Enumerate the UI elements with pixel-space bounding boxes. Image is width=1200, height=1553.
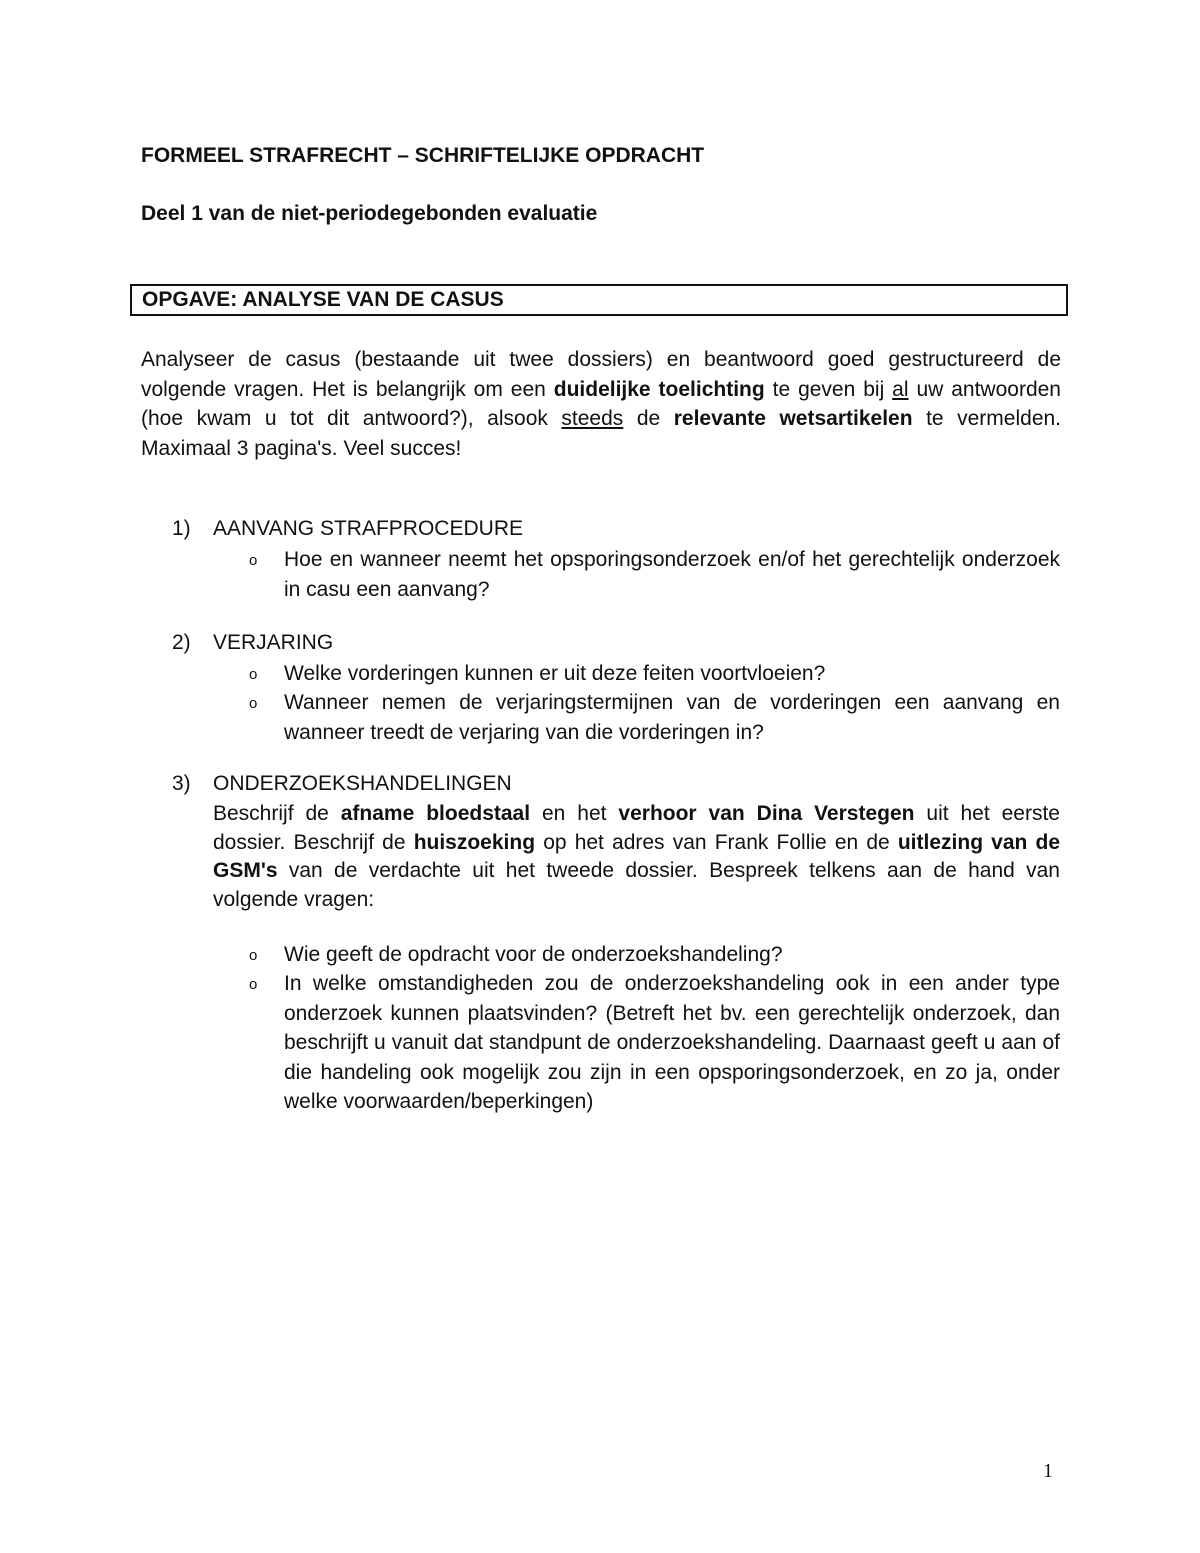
bullet-marker: o bbox=[249, 695, 258, 712]
document-title: FORMEEL STRAFRECHT – SCHRIFTELIJKE OPDRACHT bbox=[141, 144, 705, 167]
assignment-box bbox=[130, 284, 1068, 316]
intro-underline-al: al bbox=[892, 377, 909, 401]
intro-text: Analyseer de casus (bestaande uit twee dossiers) en beantwoord goed gestructureerd de volgende vragen. Het is belangrijk om een bbox=[141, 348, 1061, 401]
section-3-question-1: Wie geeft de opdracht voor de onderzoekshandeling? bbox=[284, 943, 783, 966]
bullet-marker: o bbox=[249, 976, 258, 993]
intro-text: te geven bij bbox=[764, 377, 893, 401]
para-text: van de verdachte uit het tweede dossier. Bespreek telkens aan de hand van volgende vragen: bbox=[213, 859, 1060, 911]
bullet-marker: o bbox=[249, 552, 258, 569]
para-text: op het adres van Frank Follie en de bbox=[535, 830, 898, 854]
section-2-question-2: Wanneer nemen de verjaringstermijnen van de vorderingen een aanvang en wanneer treedt de verjaring van die vorderingen in? bbox=[284, 691, 1060, 744]
section-3-paragraph bbox=[213, 800, 1060, 914]
intro-paragraph bbox=[141, 345, 1061, 463]
para-text: en het bbox=[530, 802, 619, 825]
section-1-title: AANVANG STRAFPROCEDURE bbox=[213, 517, 523, 540]
document-subtitle: Deel 1 van de niet-periodegebonden evaluatie bbox=[141, 202, 598, 225]
para-text: uit het eerste dossier. Beschrijf de bbox=[213, 802, 1060, 854]
section-2-number: 2) bbox=[172, 631, 191, 654]
section-2-title: VERJARING bbox=[213, 631, 334, 654]
section-3-number: 3) bbox=[172, 772, 191, 795]
intro-text: de bbox=[623, 407, 674, 430]
intro-bold-explanation: duidelijke toelichting bbox=[553, 377, 765, 401]
intro-text: te vermelden. Maximaal 3 pagina's. Veel succes! bbox=[141, 407, 1062, 460]
section-1-number: 1) bbox=[172, 517, 191, 540]
intro-bold-articles: relevante wetsartikelen bbox=[673, 407, 913, 430]
para-bold-blood-sample: afname bloedstaal bbox=[340, 802, 531, 825]
intro-underline-steeds: steeds bbox=[561, 407, 624, 430]
para-bold-house-search: huiszoeking bbox=[413, 830, 536, 854]
section-2-question-1: Welke vorderingen kunnen er uit deze feiten voortvloeien? bbox=[284, 662, 826, 685]
section-3-question-2: In welke omstandigheden zou de onderzoekshandeling ook in een ander type onderzoek kunnen plaatsvinden? (Betreft het bv. een gerechtelijk onderzoek, dan beschrijft u vanuit dat standpunt de onderzoekshandeling. Daarnaast geeft u aan of die handeling ook mogelijk zou zijn in een opsporingsonderzoek, en zo ja, onder welke voorwaarden/beperkingen) bbox=[284, 972, 1060, 1113]
section-1-question-1: Hoe en wanneer neemt het opsporingsonderzoek en/of het gerechtelijk onderzoek in casu een aanvang? bbox=[284, 548, 1060, 601]
assignment-heading: OPGAVE: ANALYSE VAN DE CASUS bbox=[142, 288, 504, 311]
intro-text: uw antwoorden (hoe kwam u tot dit antwoord?), alsook bbox=[141, 377, 1061, 430]
bullet-marker: o bbox=[249, 666, 258, 683]
para-text: Beschrijf de bbox=[213, 802, 341, 825]
para-bold-interrogation: verhoor van Dina Verstegen bbox=[618, 802, 915, 825]
section-3-title: ONDERZOEKSHANDELINGEN bbox=[213, 772, 512, 795]
bullet-marker: o bbox=[249, 947, 258, 964]
para-bold-gsm-readout: uitlezing van de GSM's bbox=[213, 830, 1060, 882]
page-number: 1 bbox=[1043, 1460, 1053, 1482]
